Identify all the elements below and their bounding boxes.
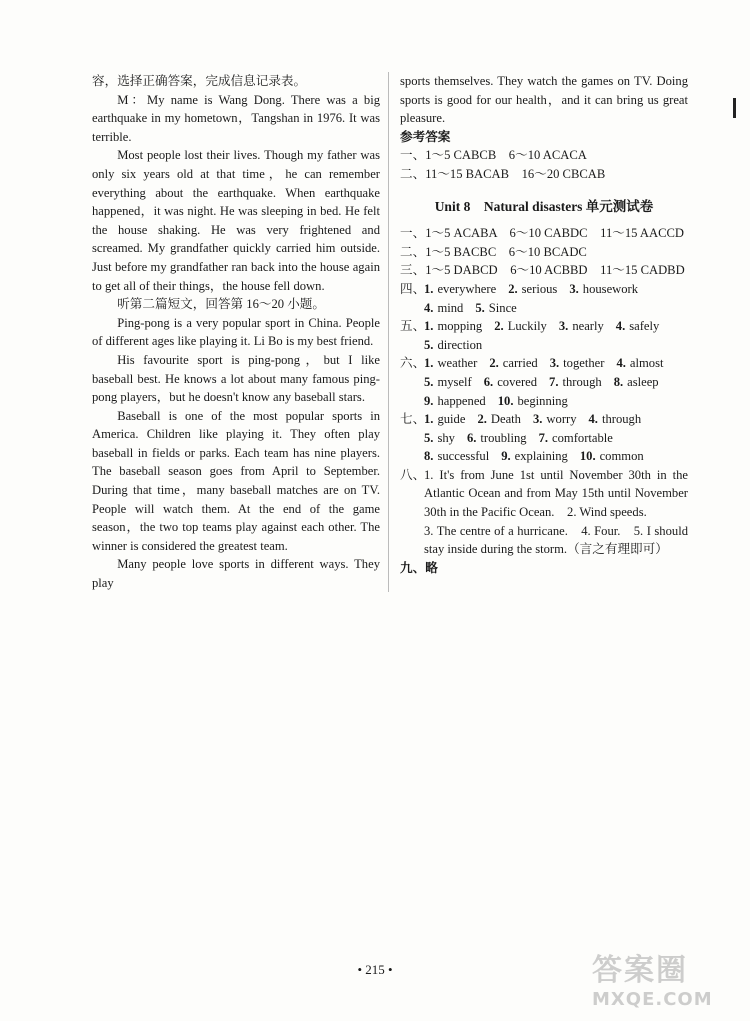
answer-section-9: 九、略 [400,560,438,575]
word-item: 2. Luckily [494,319,547,334]
section-label: 五、 [400,319,426,334]
section-8-answer-part-2: 3. The centre of a hurricane. 4. Four. 5. I should stay inside during the storm.（言之有理即可） [424,523,688,557]
edge-mark [733,98,736,118]
word-item: 4. safely [615,319,660,334]
word-item: 5. shy [424,430,455,445]
word-item: 1. weather [424,356,478,371]
paragraph-6: Many people love sports in different ways. They play [92,557,380,591]
answer-section-8 [400,466,688,559]
section-label: 四、 [400,281,426,296]
word-item: 5. Since [475,300,517,315]
word-list [424,280,688,317]
word-list [424,354,688,410]
unit-title: Unit 8 Natural disasters 单元测试卷 [434,198,654,214]
word-item: 1. guide [424,412,466,427]
paragraph-continued: sports themselves. They watch the games on TV. Doing sports is good for our health，and it can bring us great pleasure. [400,74,688,126]
left-column [92,72,380,593]
reference-answer-1: 一、1～5 CABCB 6～10 ACACA [400,148,587,163]
answer-section-3: 三、1～5 DABCD 6～10 ACBBD 11～15 CADBD [400,263,685,278]
answer-section-2: 二、1～5 BACBC 6～10 BCADC [400,244,587,259]
word-list [424,410,688,466]
word-item: 3. worry [532,412,577,427]
paragraph-1: M：My name is Wang Dong. There was a big earthquake in my hometown，Tangshan in 1976. It was terrible. [92,92,380,144]
answer-section-4 [400,280,688,317]
word-item: 1. everywhere [424,281,497,296]
answer-section-6 [400,354,688,410]
word-item: 3. housework [569,281,639,296]
word-item: 7. comfortable [538,430,613,445]
section-8-answer-part-1: 1. It's from June 1st until November 30th in the Atlantic Ocean and from May 15th until November 30th in the Pacific Ocean. 2. Wind speeds. [424,467,688,520]
section-label: 六、 [400,356,426,371]
section-2-heading: 听第二篇短文，回答第 16～20 小题。 [117,297,325,312]
word-item: 9. explaining [501,449,568,464]
word-item: 2. carried [489,356,538,371]
paragraph-4: His favourite sport is ping-pong，but I like baseball best. He knows a lot about many famous ping-pong players，but he doesn't know any baseball stars. [92,352,380,405]
watermark-top: 答案圈 [592,953,688,988]
page-number: • 215 • [357,962,393,977]
answer-section-5 [400,317,688,354]
word-item: 8. asleep [613,374,659,389]
paragraph-5: Baseball is one of the most popular sports in America. Children like playing it. They often play baseball in fields or parks. Each team has nine players. The baseball season goes from April to September. During that time，many baseball matches are on TV. People will watch them. At the end of the game season，the two top teams play against each other. The winner is considered the greatest team. [92,408,380,553]
answer-section-7 [400,410,688,466]
watermark-logo [592,945,732,1011]
word-item: 10. common [579,449,644,464]
paragraph-2: Most people lost their lives. Though my father was only six years old at that time，he can remember everything about the earthquake. When earthquake happened，it was night. He was sleeping in bed. He felt the house shaking. He was very frightened and screamed. My grandfather quickly carried him outside. Just before my grandfather ran back into the house again to get all of their things，the house fell down. [92,148,380,293]
answer-section-8-text [424,466,688,559]
word-item: 4. mind [424,300,464,315]
right-column [400,72,688,577]
word-item: 10. beginning [497,393,568,408]
watermark-bottom: MXQE.COM [592,989,713,1010]
word-item: 1. mopping [424,319,483,334]
word-item: 6. covered [483,374,538,389]
word-item: 2. Death [477,412,521,427]
word-item: 4. almost [616,356,664,371]
word-list [424,317,688,354]
intro-line: 容，选择正确答案，完成信息记录表。 [92,74,307,88]
section-label: 七、 [400,412,426,427]
word-item: 6. troubling [466,430,527,445]
word-item: 5. direction [424,337,483,352]
paragraph-3: Ping-pong is a very popular sport in China. People of different ages like playing it. Li Bo is my best friend. [92,315,380,349]
word-item: 9. happened [424,393,486,408]
column-divider [388,72,389,592]
answer-section-1: 一、1～5 ACABA 6～10 CABDC 11～15 AACCD [400,226,684,241]
word-item: 3. together [549,356,605,371]
word-item: 5. myself [424,374,472,389]
word-item: 2. serious [508,281,558,296]
section-label: 八、 [400,467,426,482]
word-item: 3. nearly [558,319,604,334]
word-item: 4. through [588,412,642,427]
reference-answers-title: 参考答案 [400,129,451,144]
word-item: 8. successful [424,449,490,464]
reference-answer-2: 二、11～15 BACAB 16～20 CBCAB [400,166,606,181]
word-item: 7. through [549,374,602,389]
